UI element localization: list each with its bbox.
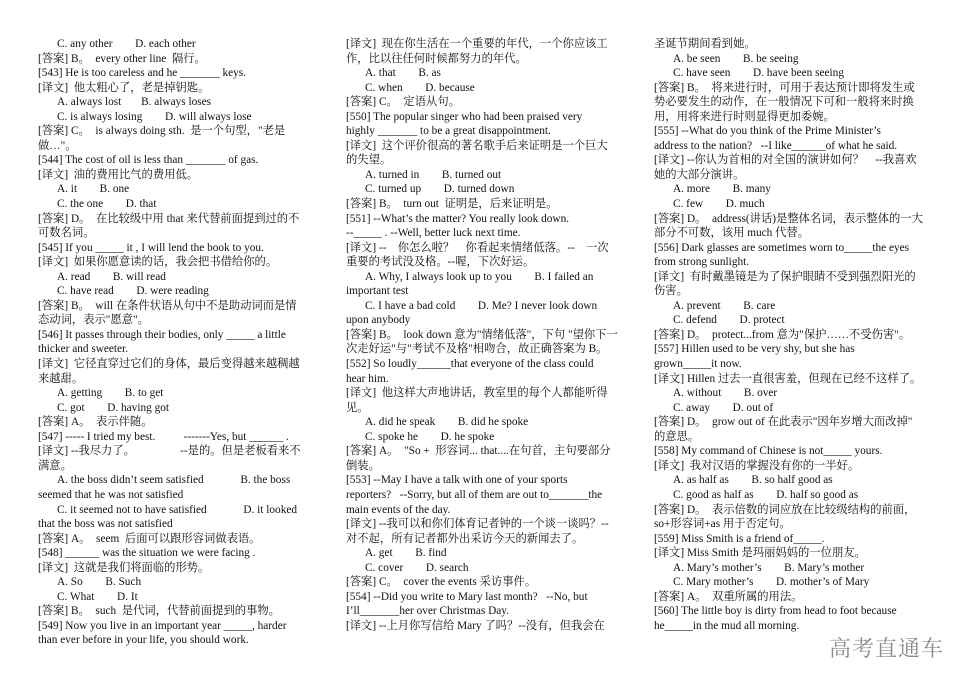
text-line: 来越甜。 (38, 372, 84, 385)
text-line: 的意思。 (654, 430, 700, 443)
text-column-2 (346, 37, 632, 633)
answer-options-line: A. that B. as (365, 67, 441, 80)
text-line: [548] ______ was the situation we were facing . (38, 547, 256, 560)
text-line: [答案] D。 在比较级中用 that 来代替前面提到过的不 (38, 212, 300, 225)
text-line: [558] My command of Chinese is not_____ yours. (654, 445, 883, 458)
answer-options-line: A. be seen B. be seeing (673, 52, 799, 65)
text-line: address to the nation? --I like______of what he said. (654, 139, 898, 152)
answer-options-line: C. good as half as D. half so good as (673, 488, 859, 501)
answer-options-line: A. Mary’s mother’s B. Mary’s mother (673, 561, 865, 574)
text-line: 势必要发生的动作，在一般情况下可和一般将来时换 (654, 96, 914, 109)
text-line: 她的大部分演讲。 (654, 168, 745, 181)
answer-options-line: C. have read D. were reading (57, 285, 209, 298)
answer-options-line: C. few D. much (673, 198, 765, 211)
text-line: [557] Hillen used to be very shy, but she has (654, 343, 855, 356)
answer-options-line: C. any other D. each other (57, 38, 196, 50)
text-line: [543] He is too careless and he _______ keys. (38, 67, 246, 80)
text-line: [答案] B。 such 是代词，代替前面提到的事物。 (38, 605, 280, 618)
text-line: [答案] A。 表示伴随。 (38, 416, 153, 429)
answer-options-line: A. So B. Such (57, 576, 142, 589)
text-line: 圣诞节期间看到她。 (654, 38, 756, 50)
text-line: 倒装。 (346, 459, 380, 472)
text-line: reporters? --Sorry, but all of them are out to_______the (346, 488, 603, 501)
text-line: 满意。 (38, 459, 72, 472)
answer-options-line: A. read B. will read (57, 270, 166, 283)
text-line: upon anybody (346, 314, 411, 327)
text-line: [549] Now you live in an important year _____, harder (38, 619, 287, 632)
text-line: --_____ . --Well, better luck next time. (346, 227, 521, 240)
answer-options-line: A. more B. many (673, 183, 771, 196)
text-line: [544] The cost of oil is less than _______ of gas. (38, 154, 259, 167)
text-line: than ever before in your life, you should work. (38, 634, 249, 647)
answer-options-line: A. prevent B. care (673, 299, 776, 312)
answer-options-line: C. cover D. search (365, 561, 469, 574)
answer-options-line: C. away D. out of (673, 401, 774, 414)
text-line: 对不起，所有记者都外出采访今天的新闻去了。 (346, 532, 584, 545)
text-line: [答案] C。 is always doing sth. 是一个句型，"老是 (38, 125, 286, 138)
text-line: [559] Miss Smith is a friend of_____. (654, 532, 825, 545)
text-line: [551] --What’s the matter? You really look down. (346, 212, 570, 225)
answer-options-line: A. it B. one (57, 183, 130, 196)
text-line: [答案] B。 every other line 隔行。 (38, 52, 206, 65)
text-line: main events of the day. (346, 503, 451, 516)
answer-options-line: C. is always losing D. will always lose (57, 110, 252, 123)
text-line: [译文] 这个评价很高的著名歌手后来证明是一个巨大 (346, 139, 608, 152)
text-line: so+形容词+as 用于否定句。 (654, 518, 791, 531)
answer-options-line: C. I have a bad cold D. Me? I never look down (365, 299, 598, 312)
text-line: hear him. (346, 372, 389, 385)
answer-options-line: C. turned up D. turned down (365, 183, 515, 196)
text-line: [答案] D。 protect...from 意为"保护……不受伤害"。 (654, 328, 911, 341)
text-line: [答案] C。 定语从句。 (346, 96, 460, 109)
text-line: 见。 (346, 401, 369, 414)
text-column-3 (654, 37, 944, 633)
text-line: [554] --Did you write to Mary last month? --No, but (346, 590, 588, 603)
text-line: [545] If you _____ it , I will lend the book to you. (38, 241, 264, 254)
text-line: 做…"。 (38, 139, 77, 152)
answer-options-line: C. the one D. that (57, 198, 157, 211)
answer-options-line: A. without B. over (673, 387, 778, 400)
text-line: [546] It passes through their bodies, only _____ a little (38, 328, 286, 341)
answer-options-line: A. get B. find (365, 547, 447, 560)
text-line: [译文] 它径直穿过它们的身体，最后变得越来越稠越 (38, 358, 300, 371)
text-line: [译文] 这就是我们将面临的形势。 (38, 561, 210, 574)
text-line: [555] --What do you think of the Prime Minister’s (654, 125, 881, 138)
text-line: 的失望。 (346, 154, 392, 167)
text-line: [556] Dark glasses are sometimes worn to_____the eyes (654, 241, 910, 254)
text-line: [答案] B。 将来进行时，可用于表达预计即将发生或 (654, 81, 915, 94)
text-line: 用，用将来进行时则显得更加委婉。 (654, 110, 835, 123)
text-line: that the boss was not satisfied (38, 518, 173, 531)
text-line: I’ll_______her over Christmas Day. (346, 605, 510, 618)
text-line: seemed that he was not satisfied (38, 488, 184, 501)
text-line: [译文] 如果你愿意读的话，我会把书借给你的。 (38, 256, 278, 269)
text-line: [译文] 有时戴墨镜是为了保护眼睛不受到强烈阳光的 (654, 270, 916, 283)
text-line: [答案] B。 turn out 证明是，后来证明是。 (346, 198, 558, 211)
text-line: [答案] B。 look down 意为"情绪低落"，下句 "望你下一 (346, 328, 618, 341)
answer-options-line: C. when D. because (365, 81, 475, 94)
answer-options-line: C. have seen D. have been seeing (673, 67, 844, 80)
text-line: [译文] --我可以和你们体育记者钟的一个谈一谈吗？-- (346, 518, 609, 531)
text-line: [译文] Miss Smith 是玛丽妈妈的一位朋友。 (654, 547, 866, 560)
answer-options-line: C. spoke he D. he spoke (365, 430, 495, 443)
answer-options-line: C. What D. It (57, 590, 138, 603)
text-line: [译文] --上月你写信给 Mary 了吗？--没有，但我会在 (346, 619, 605, 632)
text-line: [550] The popular singer who had been praised very (346, 110, 583, 123)
watermark-logo: 高考直通车 (829, 637, 945, 662)
text-line: highly _______ to be a great disappointment. (346, 125, 551, 138)
text-line: [译文] --我尽力了。 --是的。但是老板看来不 (38, 445, 301, 458)
text-line: [答案] A。 seem 后面可以跟形容词做表语。 (38, 532, 261, 545)
text-line: [译文] 他这样大声地讲话，教室里的每个人都能听得 (346, 387, 608, 400)
text-line: [答案] A。 双重所属的用法。 (654, 590, 803, 603)
text-line: [译文] 他太粗心了，老是掉钥匙。 (38, 81, 210, 94)
text-line: [560] The little boy is dirty from head to foot because (654, 605, 897, 618)
text-line: [答案] D。 address(讲话)是整体名词，表示整体的一大 (654, 212, 923, 225)
text-line: thicker and sweeter. (38, 343, 129, 356)
text-line: 可数名词。 (38, 227, 95, 240)
answer-options-line: A. the boss didn’t seem satisfied B. the boss (57, 474, 291, 487)
text-line: [答案] D。 表示倍数的词应放在比较级结构的前面， (654, 503, 916, 516)
text-line: [译文] -- 你怎么啦？ 你看起来情绪低落。-- 一次 (346, 241, 609, 254)
text-line: [译文] --你认为首相的对全国的演讲如何？ --我喜欢 (654, 154, 917, 167)
answer-options-line: C. defend D. protect (673, 314, 785, 327)
text-line: important test (346, 285, 409, 298)
text-line: [答案] A。 "So + 形容词... that....在句首，主句要部分 (346, 445, 611, 458)
text-line: 态动词，表示"愿意"。 (38, 314, 149, 327)
answer-options-line: A. getting B. to get (57, 387, 164, 400)
text-line: 次走好运"与"考试不及格"相吻合，故正确答案为 B。 (346, 343, 608, 356)
text-line: [答案] D。 grow out of 在此表示"因年岁增大而改掉" (654, 416, 913, 429)
text-line: [译文] 现在你生活在一个重要的年代，一个你应该工 (346, 38, 608, 50)
answer-options-line: A. did he speak B. did he spoke (365, 416, 529, 429)
text-line: he_____in the mud all morning. (654, 619, 800, 632)
text-line: grown_____it now. (654, 358, 742, 371)
text-line: 伤害。 (654, 285, 688, 298)
text-line: [答案] B。 will 在条件状语从句中不是助动词而是情 (38, 299, 297, 312)
text-line: [译文] Hillen 过去一直很害羞，但现在已经不这样了。 (654, 372, 922, 385)
answer-options-line: A. always lost B. always loses (57, 96, 212, 109)
answer-options-line: A. turned in B. turned out (365, 168, 502, 181)
text-line: [译文] 油的费用比气的费用低。 (38, 168, 199, 181)
text-line: 重要的考试没及格。--喔，下次好运。 (346, 256, 535, 269)
answer-options-line: C. it seemed not to have satisfied D. it looked (57, 503, 298, 516)
text-line: [552] So loudly______that everyone of the class could (346, 358, 594, 371)
text-line: from strong sunlight. (654, 256, 750, 269)
text-line: [答案] C。 cover the events 采访事件。 (346, 576, 537, 589)
answer-options-line: A. Why, I always look up to you B. I failed an (365, 270, 594, 283)
text-line: 作，比以往任何时候都努力的年代。 (346, 52, 527, 65)
text-line: 部分不可数，该用 much 代替。 (654, 227, 810, 240)
text-line: [547] ----- I tried my best. -------Yes, but ______ . (38, 430, 289, 443)
text-line: [553] --May I have a talk with one of your sports (346, 474, 568, 487)
answer-options-line: C. got D. having got (57, 401, 170, 414)
answer-options-line: C. Mary mother’s D. mother’s of Mary (673, 576, 870, 589)
text-line: [译文] 我对汉语的掌握没有你的一半好。 (654, 459, 860, 472)
text-column-1 (38, 37, 322, 648)
answer-options-line: A. as half as B. so half good as (673, 474, 833, 487)
